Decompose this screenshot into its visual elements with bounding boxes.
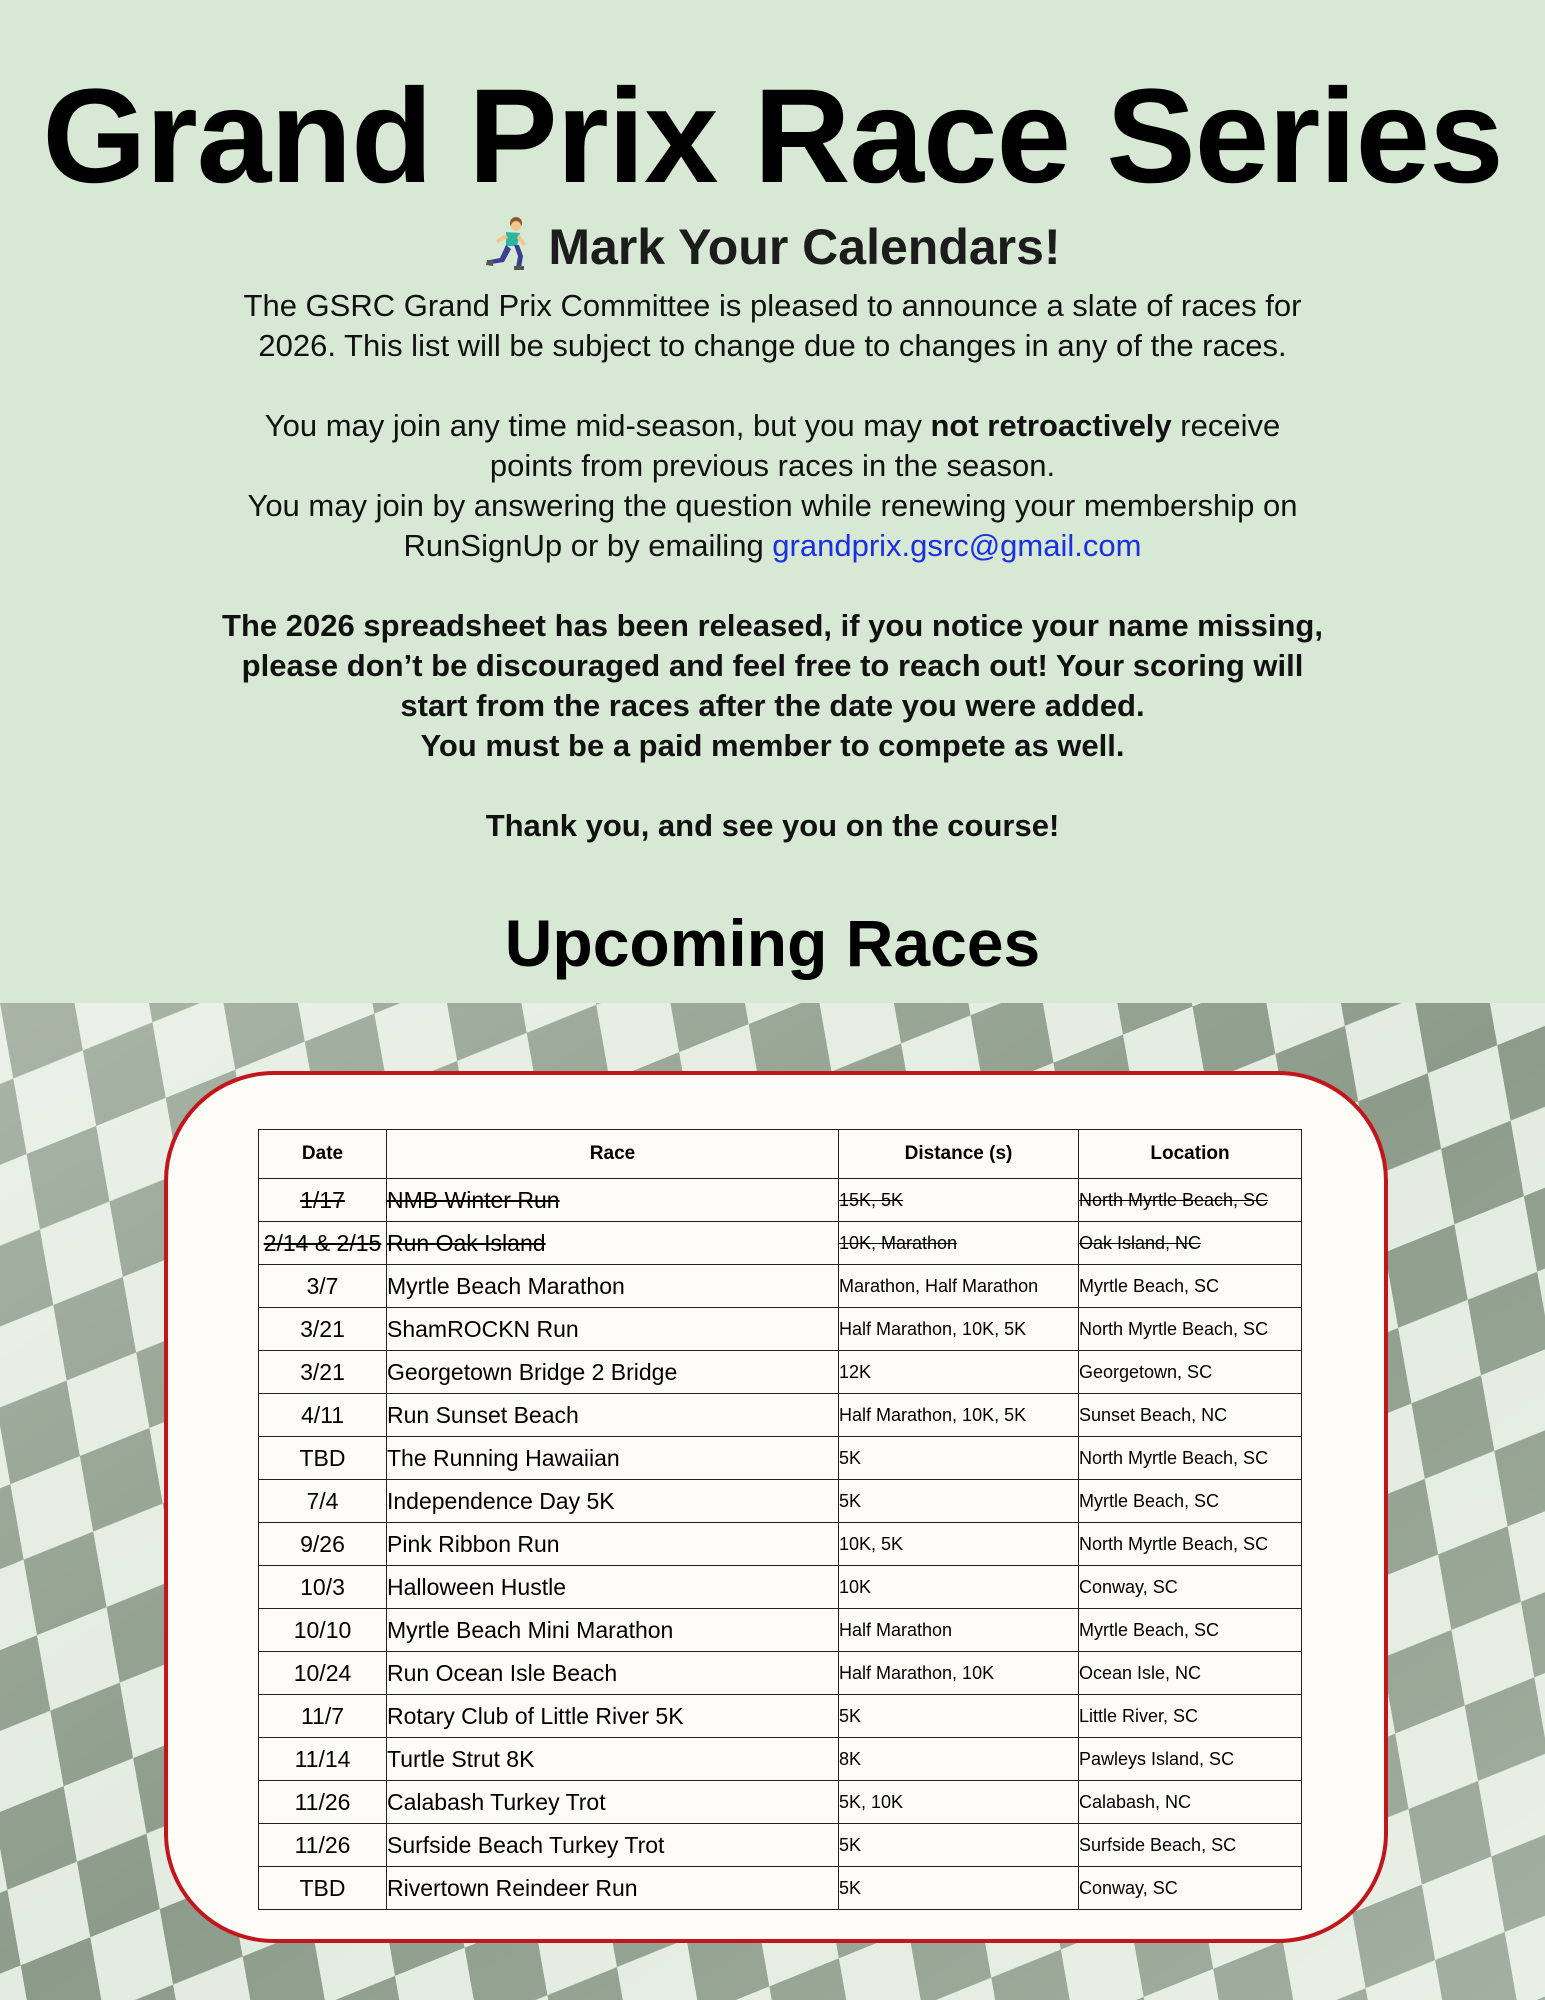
race-date-cell: 11/26 [259,1824,387,1867]
join-info-text: You may join any time mid-season, but you may [264,408,931,443]
race-date-cell: 10/3 [259,1566,387,1609]
race-name-cell: Georgetown Bridge 2 Bridge [387,1351,839,1394]
race-name-cell: Halloween Hustle [387,1566,839,1609]
race-location-cell: Conway, SC [1079,1566,1302,1609]
membership-notice: You must be a paid member to compete as well. [420,728,1125,763]
race-name-cell: Rivertown Reindeer Run [387,1867,839,1910]
race-location-cell: Georgetown, SC [1079,1351,1302,1394]
table-row [259,1480,1302,1523]
race-date-cell: 1/17 [259,1179,387,1222]
announcement-intro: The GSRC Grand Prix Committee is pleased to announce a slate of races for 2026. This list will be subject to change due to changes in any of the races. [243,288,1302,363]
table-row [259,1738,1302,1781]
race-date-cell: TBD [259,1867,387,1910]
race-distance-cell: 5K [839,1695,1079,1738]
race-name-cell: Turtle Strut 8K [387,1738,839,1781]
race-distance-cell: 5K [839,1824,1079,1867]
race-name-cell: Run Oak Island [387,1222,839,1265]
race-location-cell: Myrtle Beach, SC [1079,1480,1302,1523]
race-name-cell: Pink Ribbon Run [387,1523,839,1566]
race-date-cell: 2/14 & 2/15 [259,1222,387,1265]
table-row [259,1695,1302,1738]
race-location-cell: Myrtle Beach, SC [1079,1609,1302,1652]
race-location-cell: Oak Island, NC [1079,1222,1302,1265]
race-rows [259,1179,1302,1910]
runner-emoji-icon [484,216,534,270]
race-location-cell: Little River, SC [1079,1695,1302,1738]
race-location-cell: North Myrtle Beach, SC [1079,1179,1302,1222]
table-row [259,1781,1302,1824]
thank-you-note: Thank you, and see you on the course! [485,808,1060,843]
race-location-cell: Pawleys Island, SC [1079,1738,1302,1781]
distance-column-header: Distance (s) [839,1130,1079,1179]
table-row [259,1652,1302,1695]
race-location-cell: North Myrtle Beach, SC [1079,1437,1302,1480]
location-column-header: Location [1079,1130,1302,1179]
race-distance-cell: 5K [839,1437,1079,1480]
table-row [259,1566,1302,1609]
race-name-cell: NMB Winter Run [387,1179,839,1222]
race-location-cell: Surfside Beach, SC [1079,1824,1302,1867]
race-name-cell: Calabash Turkey Trot [387,1781,839,1824]
subtitle [0,216,1545,275]
join-method [220,486,1325,566]
table-row [259,1179,1302,1222]
join-info-text-end: receive points from previous races in the season. [489,408,1281,483]
race-date-cell: 11/7 [259,1695,387,1738]
email-link[interactable]: grandprix.gsrc@gmail.com [772,528,1142,563]
join-info-emphasis: not retroactively [930,408,1172,443]
spreadsheet-notice: The 2026 spreadsheet has been released, if you notice your name missing, please don’t be discouraged and feel free to reach out! Your scoring will start from the races after the date you were added. [222,608,1323,723]
race-date-cell: 3/21 [259,1308,387,1351]
race-location-cell: Calabash, NC [1079,1781,1302,1824]
race-distance-cell: 5K [839,1480,1079,1523]
race-name-cell: Myrtle Beach Marathon [387,1265,839,1308]
race-location-cell: Sunset Beach, NC [1079,1394,1302,1437]
table-row [259,1523,1302,1566]
table-row [259,1437,1302,1480]
race-distance-cell: 12K [839,1351,1079,1394]
table-row [259,1867,1302,1910]
race-date-cell: 11/26 [259,1781,387,1824]
race-location-cell: North Myrtle Beach, SC [1079,1523,1302,1566]
race-distance-cell: 5K [839,1867,1079,1910]
table-row [259,1394,1302,1437]
table-row [259,1609,1302,1652]
race-distance-cell: Half Marathon [839,1609,1079,1652]
race-schedule-table [258,1129,1302,1910]
race-date-cell: 11/14 [259,1738,387,1781]
race-date-cell: 3/21 [259,1351,387,1394]
race-distance-cell: Half Marathon, 10K, 5K [839,1308,1079,1351]
table-header-row [259,1130,1302,1179]
race-date-cell: 10/24 [259,1652,387,1695]
race-column-header: Race [387,1130,839,1179]
announcement [220,286,1325,846]
race-name-cell: Run Sunset Beach [387,1394,839,1437]
race-name-cell: The Running Hawaiian [387,1437,839,1480]
join-info [220,406,1325,486]
race-distance-cell: 15K, 5K [839,1179,1079,1222]
race-location-cell: North Myrtle Beach, SC [1079,1308,1302,1351]
race-name-cell: Run Ocean Isle Beach [387,1652,839,1695]
race-distance-cell: Half Marathon, 10K [839,1652,1079,1695]
race-date-cell: 3/7 [259,1265,387,1308]
race-distance-cell: 8K [839,1738,1079,1781]
race-date-cell: 10/10 [259,1609,387,1652]
race-distance-cell: Half Marathon, 10K, 5K [839,1394,1079,1437]
race-distance-cell: 10K, 5K [839,1523,1079,1566]
race-name-cell: ShamROCKN Run [387,1308,839,1351]
subtitle-text: Mark Your Calendars! [548,219,1061,275]
table-row [259,1351,1302,1394]
race-name-cell: Independence Day 5K [387,1480,839,1523]
race-date-cell: 9/26 [259,1523,387,1566]
race-location-cell: Myrtle Beach, SC [1079,1265,1302,1308]
section-title: Upcoming Races [504,906,1041,980]
table-row [259,1308,1302,1351]
race-location-cell: Ocean Isle, NC [1079,1652,1302,1695]
page-title: Grand Prix Race Series [42,62,1503,211]
race-name-cell: Myrtle Beach Mini Marathon [387,1609,839,1652]
date-column-header: Date [259,1130,387,1179]
race-location-cell: Conway, SC [1079,1867,1302,1910]
table-row [259,1222,1302,1265]
table-row [259,1824,1302,1867]
race-name-cell: Rotary Club of Little River 5K [387,1695,839,1738]
race-distance-cell: 10K [839,1566,1079,1609]
race-distance-cell: Marathon, Half Marathon [839,1265,1079,1308]
race-date-cell: 7/4 [259,1480,387,1523]
table-row [259,1265,1302,1308]
race-distance-cell: 10K, Marathon [839,1222,1079,1265]
race-date-cell: TBD [259,1437,387,1480]
race-name-cell: Surfside Beach Turkey Trot [387,1824,839,1867]
join-method-text: You may join by answering the question while renewing your membership on RunSignUp or by emailing [247,488,1298,563]
race-date-cell: 4/11 [259,1394,387,1437]
race-distance-cell: 5K, 10K [839,1781,1079,1824]
